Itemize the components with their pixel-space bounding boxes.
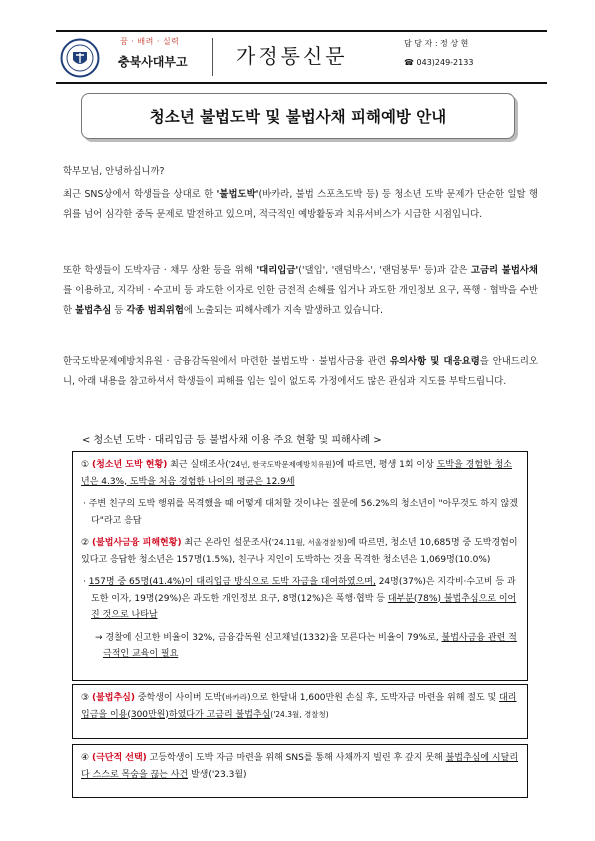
school-name: 충북사대부고 <box>118 55 188 69</box>
school-motto: 꿈 · 배려 · 실력 <box>120 37 180 46</box>
contact-person: 담 당 자 : 정 상 현 <box>404 39 469 48</box>
header-divider <box>212 38 213 76</box>
notice-title: 청소년 불법도박 및 불법사채 피해예방 안내 <box>149 107 447 126</box>
case-2-bullet: · 157명 중 65명(41.4%)이 대리입금 방식으로 도박 자금을 대여하였으며, 24명(37%)은 지각비·수고비 등 과도한 이자, 19명(29%)은 과도한 개인정보 요구, 8명(12%)은 폭행·협박 등 대부분(78%) 불법추심으로 이어진 것으로 나타남 <box>83 577 517 620</box>
paragraph-1: 최근 SNS상에서 학생들을 상대로 한 '불법도박'(바카라, 불법 스포츠도박 등) 등 청소년 도박 문제가 단순한 일탈 행위를 넘어 심각한 중독 문제로 발전하고 있으며, 적극적인 예방활동과 치유서비스가 시급한 시점입니다. <box>63 189 538 220</box>
notice-title-box <box>81 93 515 139</box>
case-2: ② (불법사금융 피해현황) 최근 온라인 설문조사('24.11월, 서울경찰청)에 따르면, 청소년 10,685명 중 도박경험이 있다고 응답한 청소년은 157명(1.5%), 친구나 지인이 도박하는 것을 목격한 청소년은 1,069명(10.0%) <box>81 538 518 565</box>
greeting: 학부모님, 안녕하십니까? <box>63 166 165 177</box>
document-type-title: 가정통신문 <box>236 44 348 68</box>
section-title: < 청소년 도박 · 대리입금 등 불법사채 이용 주요 현황 및 피해사례 > <box>82 435 382 446</box>
paragraph-3: 한국도박문제예방치유원 · 금융감독원에서 마련한 불법도박 · 불법사금융 관련 유의사항 및 대응요령을 안내드리오니, 아래 내용을 참고하셔서 학생들이 피해를 입는 일이 없도록 가정에서도 많은 관심과 지도를 부탁드립니다. <box>63 356 538 387</box>
case-box-4: ④ (극단적 선택) 고등학생이 도박 자금 마련을 위해 SNS를 통해 사채까지 빌린 후 갚지 못해 불법추심에 시달리다 스스로 목숨을 끊는 사건 발생('23.3월) <box>72 744 528 798</box>
contact-phone: ☎ 043)249-2133 <box>404 58 474 67</box>
school-seal-icon <box>60 38 100 78</box>
case-2-arrow-note: → 경찰에 신고한 비율이 32%, 금융감독원 신고채널(1332)을 모른다는 비율이 79%로, 불법사금융 관련 적극적인 교육이 필요 <box>95 632 517 659</box>
header-top-rule <box>56 30 547 32</box>
case-box-1-2 <box>72 451 528 681</box>
case-box-3: ③ (불법추심) 중학생이 사이버 도박(바카라)으로 한달내 1,600만원 손실 후, 도박자금 마련을 위해 절도 및 대리입금을 이용(300만원)하였다가 고금리 불법추심('24.3월, 경찰청) <box>72 684 528 739</box>
case-1-bullet: · 주변 친구의 도박 행위를 목격했을 때 어떻게 대처할 것이냐는 질문에 56.2%의 청소년이 "아무것도 하지 않겠다"라고 응답 <box>83 499 518 526</box>
paragraph-2: 또한 학생들이 도박자금 · 채무 상환 등을 위해 '대리입금'('댈입', '랜덤박스', '랜덤붕투' 등)과 같은 고금리 불법사채를 이용하고, 지각비 · 수고비 등 과도한 이자로 인한 금전적 손해를 입거나 과도한 개인정보 요구, 폭행 · 협박을 수반한 불법추심 등 각종 범죄위험에 노출되는 피해사례가 지속 발생하고 있습니다. <box>63 265 538 316</box>
case-1: ① (청소년 도박 현황) 최근 실태조사('24년, 한국도박문제예방치유원)에 따르면, 평생 1회 이상 도박을 경험한 청소년은 4.3%, 도박을 처음 경험한 나이의 평균은 12.9세 <box>81 460 512 487</box>
header-bottom-rule <box>56 82 547 84</box>
